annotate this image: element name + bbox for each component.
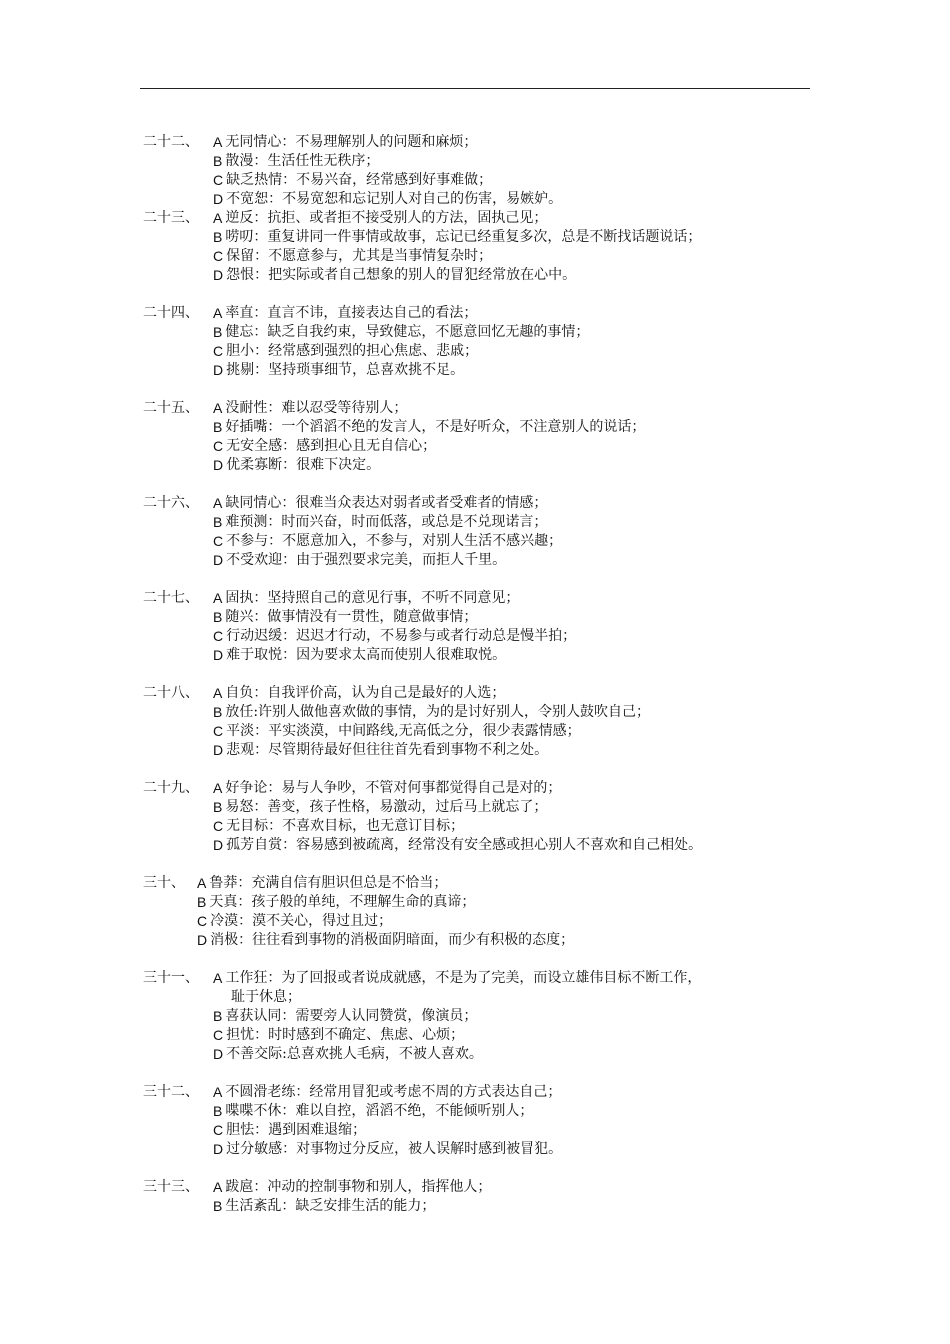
option-text: 放任:许别人做他喜欢做的事情，为的是讨好别人，令别人鼓吹自己； xyxy=(225,704,651,720)
option-line xyxy=(143,342,823,361)
option-letter: D xyxy=(213,1046,224,1062)
option-line xyxy=(143,399,823,418)
option-letter: A xyxy=(213,400,223,416)
option-text: 不宽恕：不易宽恕和忘记别人对自己的伤害，易嫉妒。 xyxy=(226,191,563,207)
option-text: 胆怯：遇到困难退缩； xyxy=(226,1122,367,1138)
option-text: 难于取悦：因为要求太高而使别人很难取悦。 xyxy=(226,647,507,663)
option-text: 喜获认同：需要旁人认同赞赏，像演员； xyxy=(225,1008,478,1024)
question-number: 三十一、 xyxy=(143,970,199,986)
option-line xyxy=(143,228,823,247)
option-letter: A xyxy=(213,780,223,796)
header-rule xyxy=(140,88,810,89)
option-letter: D xyxy=(213,457,224,473)
option-text: 固执：坚持照自己的意见行事，不听不同意见； xyxy=(225,590,520,606)
option-text: 行动迟缓：迟迟才行动，不易参与或者行动总是慢半拍； xyxy=(226,628,577,644)
question-item xyxy=(143,1178,823,1216)
question-number: 三十三、 xyxy=(143,1179,199,1195)
question-list xyxy=(143,133,823,1235)
option-letter: B xyxy=(213,229,223,245)
option-letter: C xyxy=(213,1027,224,1043)
option-text: 孤芳自赏：容易感到被疏离，经常没有安全感或担心别人不喜欢和自己相处。 xyxy=(226,837,703,853)
option-line xyxy=(143,1102,823,1121)
option-text: 喋喋不休：难以自控，滔滔不绝，不能倾听别人； xyxy=(225,1103,534,1119)
option-letter: B xyxy=(197,894,207,910)
option-letter: D xyxy=(213,647,224,663)
option-text: 生活紊乱：缺乏安排生活的能力； xyxy=(225,1198,436,1214)
option-text: 冷漠：漠不关心，得过且过； xyxy=(210,913,393,929)
option-text: 怨恨：把实际或者自己想象的别人的冒犯经常放在心中。 xyxy=(226,267,577,283)
option-line xyxy=(143,247,823,266)
question-number: 二十四、 xyxy=(143,305,199,321)
question-number: 二十七、 xyxy=(143,590,199,606)
option-line xyxy=(143,836,823,855)
option-letter: A xyxy=(213,970,223,986)
option-text: 优柔寡断：很难下决定。 xyxy=(226,457,381,473)
option-letter: B xyxy=(213,1008,223,1024)
option-text: 无目标：不喜欢目标，也无意订目标； xyxy=(226,818,465,834)
option-letter: B xyxy=(213,419,223,435)
option-line xyxy=(143,304,823,323)
option-letter: C xyxy=(213,533,224,549)
option-text: 缺乏热情：不易兴奋，经常感到好事难做； xyxy=(226,172,493,188)
option-line xyxy=(143,190,823,209)
option-continuation: 耻于休息； xyxy=(231,989,301,1005)
question-item xyxy=(143,1083,823,1159)
question-number: 二十二、 xyxy=(143,134,199,150)
option-text: 鲁莽：充满自信有胆识但总是不恰当； xyxy=(209,875,448,891)
question-item xyxy=(143,874,823,950)
option-letter: A xyxy=(213,590,223,606)
option-letter: A xyxy=(197,875,207,891)
option-letter: B xyxy=(213,704,223,720)
option-line xyxy=(143,418,823,437)
option-letter: D xyxy=(213,1141,224,1157)
option-text: 自负：自我评价高，认为自己是最好的人选； xyxy=(225,685,506,701)
option-letter: B xyxy=(213,324,223,340)
option-text: 好插嘴：一个滔滔不绝的发言人，不是好听众，不注意别人的说话； xyxy=(225,419,646,435)
option-text: 消极：往往看到事物的消极面阴暗面，而少有积极的态度； xyxy=(210,932,575,948)
option-line xyxy=(143,1178,823,1197)
option-text: 悲观：尽管期待最好但往往首先看到事物不利之处。 xyxy=(226,742,549,758)
option-text: 工作狂：为了回报或者说成就感，不是为了完美，而设立雄伟目标不断工作， xyxy=(225,970,702,986)
option-text: 跋扈：冲动的控制事物和别人，指挥他人； xyxy=(225,1179,492,1195)
option-text: 唠叨：重复讲同一件事情或故事，忘记已经重复多次，总是不断找话题说话； xyxy=(225,229,702,245)
option-text: 逆反：抗拒、或者拒不接受别人的方法，固执己见； xyxy=(225,210,548,226)
option-line xyxy=(143,893,823,912)
option-text: 过分敏感：对事物过分反应，被人误解时感到被冒犯。 xyxy=(226,1141,563,1157)
option-line xyxy=(143,1140,823,1159)
option-letter: A xyxy=(213,210,223,226)
question-item xyxy=(143,209,823,285)
option-letter: D xyxy=(213,552,224,568)
option-letter: D xyxy=(213,267,224,283)
option-text: 散漫：生活任性无秩序； xyxy=(225,153,380,169)
option-text: 不圆滑老练：经常用冒犯或考虑不周的方式表达自己； xyxy=(225,1084,562,1100)
option-letter: B xyxy=(213,1198,223,1214)
option-line xyxy=(143,722,823,741)
option-letter: A xyxy=(213,685,223,701)
option-text: 没耐性：难以忍受等待别人； xyxy=(225,400,408,416)
option-line xyxy=(143,646,823,665)
option-letter: A xyxy=(213,1179,223,1195)
option-line xyxy=(143,969,823,988)
option-line xyxy=(143,684,823,703)
option-line xyxy=(143,1007,823,1026)
question-number: 二十三、 xyxy=(143,210,199,226)
option-line xyxy=(143,323,823,342)
option-line xyxy=(143,513,823,532)
option-line xyxy=(143,456,823,475)
option-letter: C xyxy=(213,628,224,644)
question-number: 二十六、 xyxy=(143,495,199,511)
option-text: 胆小：经常感到强烈的担心焦虑、悲戚； xyxy=(226,343,479,359)
option-line xyxy=(143,817,823,836)
question-number: 二十九、 xyxy=(143,780,199,796)
option-line xyxy=(143,874,823,893)
option-text: 不参与：不愿意加入，不参与，对别人生活不感兴趣； xyxy=(226,533,563,549)
question-number: 二十五、 xyxy=(143,400,199,416)
question-number: 三十、 xyxy=(143,875,185,891)
option-letter: D xyxy=(213,837,224,853)
option-letter: D xyxy=(197,932,208,948)
option-line xyxy=(143,266,823,285)
question-number: 二十八、 xyxy=(143,685,199,701)
question-number: 三十二、 xyxy=(143,1084,199,1100)
option-line xyxy=(143,1045,823,1064)
question-item xyxy=(143,399,823,475)
option-text: 保留：不愿意参与，尤其是当事情复杂时； xyxy=(226,248,493,264)
option-letter: B xyxy=(213,799,223,815)
option-letter: C xyxy=(213,172,224,188)
option-text: 不受欢迎：由于强烈要求完美，而拒人千里。 xyxy=(226,552,507,568)
option-line xyxy=(143,589,823,608)
question-item xyxy=(143,969,823,1064)
option-line xyxy=(143,152,823,171)
option-text: 担忧：时时感到不确定、焦虑、心烦； xyxy=(226,1027,465,1043)
option-line xyxy=(143,627,823,646)
option-letter: C xyxy=(213,818,224,834)
option-line xyxy=(143,209,823,228)
question-item xyxy=(143,779,823,855)
option-letter: D xyxy=(213,742,224,758)
option-letter: B xyxy=(213,609,223,625)
option-text: 平淡：平实淡漠，中间路线,无高低之分，很少表露情感； xyxy=(226,723,581,739)
option-letter: C xyxy=(197,913,208,929)
option-line xyxy=(143,361,823,380)
option-letter: B xyxy=(213,514,223,530)
option-letter: B xyxy=(213,153,223,169)
option-line xyxy=(143,931,823,950)
option-text: 率直：直言不讳，直接表达自己的看法； xyxy=(225,305,478,321)
option-line xyxy=(143,1083,823,1102)
option-text: 缺同情心：很难当众表达对弱者或者受难者的情感； xyxy=(225,495,548,511)
option-line xyxy=(143,532,823,551)
option-letter: C xyxy=(213,723,224,739)
option-line xyxy=(143,703,823,722)
option-letter: A xyxy=(213,134,223,150)
question-item xyxy=(143,133,823,209)
option-letter: C xyxy=(213,438,224,454)
option-text: 健忘：缺乏自我约束，导致健忘，不愿意回忆无趣的事情； xyxy=(225,324,590,340)
option-text: 随兴：做事情没有一贯性，随意做事情； xyxy=(225,609,478,625)
option-letter: A xyxy=(213,495,223,511)
option-text: 无同情心：不易理解别人的问题和麻烦； xyxy=(225,134,478,150)
question-item xyxy=(143,304,823,380)
option-line xyxy=(143,798,823,817)
option-text: 难预测：时而兴奋，时而低落，或总是不兑现诺言； xyxy=(225,514,548,530)
question-item xyxy=(143,494,823,570)
option-text: 好争论：易与人争吵，不管对何事都觉得自己是对的； xyxy=(225,780,562,796)
option-line xyxy=(143,1121,823,1140)
option-line xyxy=(143,741,823,760)
option-letter: C xyxy=(213,248,224,264)
option-line xyxy=(143,437,823,456)
option-letter: A xyxy=(213,1084,223,1100)
option-line xyxy=(143,912,823,931)
option-line xyxy=(143,551,823,570)
option-letter: B xyxy=(213,1103,223,1119)
option-letter: D xyxy=(213,191,224,207)
option-line xyxy=(143,779,823,798)
option-line xyxy=(143,1197,823,1216)
option-text: 挑剔：坚持琐事细节，总喜欢挑不足。 xyxy=(226,362,465,378)
question-item xyxy=(143,684,823,760)
option-text: 不善交际:总喜欢挑人毛病，不被人喜欢。 xyxy=(226,1046,483,1062)
option-line xyxy=(143,171,823,190)
option-text: 天真：孩子般的单纯，不理解生命的真谛； xyxy=(209,894,476,910)
question-item xyxy=(143,589,823,665)
option-text: 无安全感：感到担心且无自信心； xyxy=(226,438,437,454)
option-line xyxy=(143,608,823,627)
option-line xyxy=(143,1026,823,1045)
option-line xyxy=(143,494,823,513)
option-letter: C xyxy=(213,1122,224,1138)
option-letter: A xyxy=(213,305,223,321)
option-line xyxy=(143,133,823,152)
option-text: 易怒：善变，孩子性格，易激动，过后马上就忘了； xyxy=(225,799,548,815)
option-letter: C xyxy=(213,343,224,359)
option-letter: D xyxy=(213,362,224,378)
